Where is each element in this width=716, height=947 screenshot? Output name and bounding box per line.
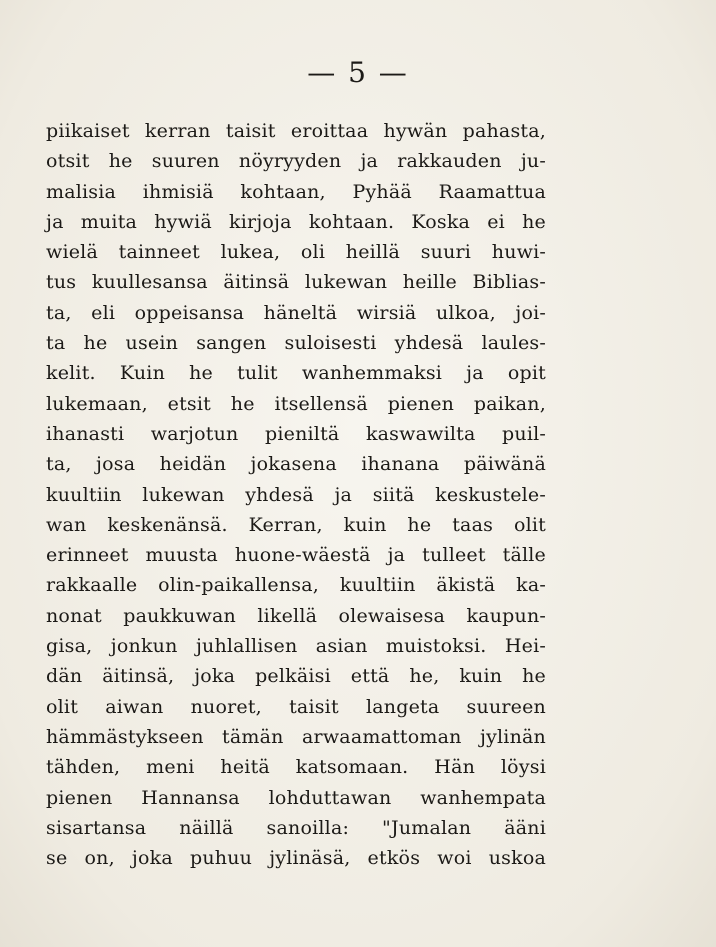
text-line: ja muita hywiä kirjoja kohtaan. Koska ei he bbox=[46, 210, 546, 233]
text-line: otsit he suuren nöyryyden ja rakkauden ju- bbox=[46, 150, 546, 173]
text-line: sisartansa näillä sanoilla: "Jumalan ääni bbox=[46, 816, 546, 839]
text-line: ta, eli oppeisansa häneltä wirsiä ulkoa, joi- bbox=[46, 301, 546, 324]
text-line: malisia ihmisiä kohtaan, Pyhää Raamattua bbox=[46, 180, 546, 203]
text-line: se on, joka puhuu jylinäsä, etkös woi uskoa bbox=[46, 847, 546, 870]
text-line: kuultiin lukewan yhdesä ja siitä keskustele- bbox=[46, 483, 546, 506]
page-number: — 5 — bbox=[307, 56, 409, 89]
text-line: lukemaan, etsit he itsellensä pienen paikan, bbox=[46, 392, 546, 415]
body-text bbox=[46, 116, 546, 873]
text-line: piikaiset kerran taisit eroittaa hywän pahasta, bbox=[46, 120, 546, 142]
text-line: ta, josa heidän jokasena ihanana päiwänä bbox=[46, 453, 546, 476]
text-line: erinneet muusta huone-wäestä ja tulleet tälle bbox=[46, 544, 546, 567]
text-line: nonat paukkuwan likellä olewaisesa kaupun- bbox=[46, 604, 546, 627]
text-line: gisa, jonkun juhlallisen asian muistoksi. Hei- bbox=[46, 635, 546, 658]
text-line: pienen Hannansa lohduttawan wanhempata bbox=[46, 786, 546, 809]
text-line: tus kuullesansa äitinsä lukewan heille Biblias- bbox=[46, 271, 546, 294]
text-line: olit aiwan nuoret, taisit langeta suureen bbox=[46, 695, 546, 718]
text-line: ihanasti warjotun pieniltä kaswawilta puil- bbox=[46, 422, 546, 445]
text-line: ta he usein sangen suloisesti yhdesä laules- bbox=[46, 332, 546, 355]
text-line: kelit. Kuin he tulit wanhemmaksi ja opit bbox=[46, 362, 546, 385]
text-line: wan keskenänsä. Kerran, kuin he taas olit bbox=[46, 513, 546, 536]
text-line: hämmästykseen tämän arwaamattoman jylinän bbox=[46, 725, 546, 748]
text-line: tähden, meni heitä katsomaan. Hän löysi bbox=[46, 756, 546, 779]
text-line: wielä tainneet lukea, oli heillä suuri huwi- bbox=[46, 241, 546, 264]
text-line: rakkaalle olin-paikallensa, kuultiin äkistä ka- bbox=[46, 574, 546, 597]
text-line: dän äitinsä, joka pelkäisi että he, kuin he bbox=[46, 665, 546, 688]
